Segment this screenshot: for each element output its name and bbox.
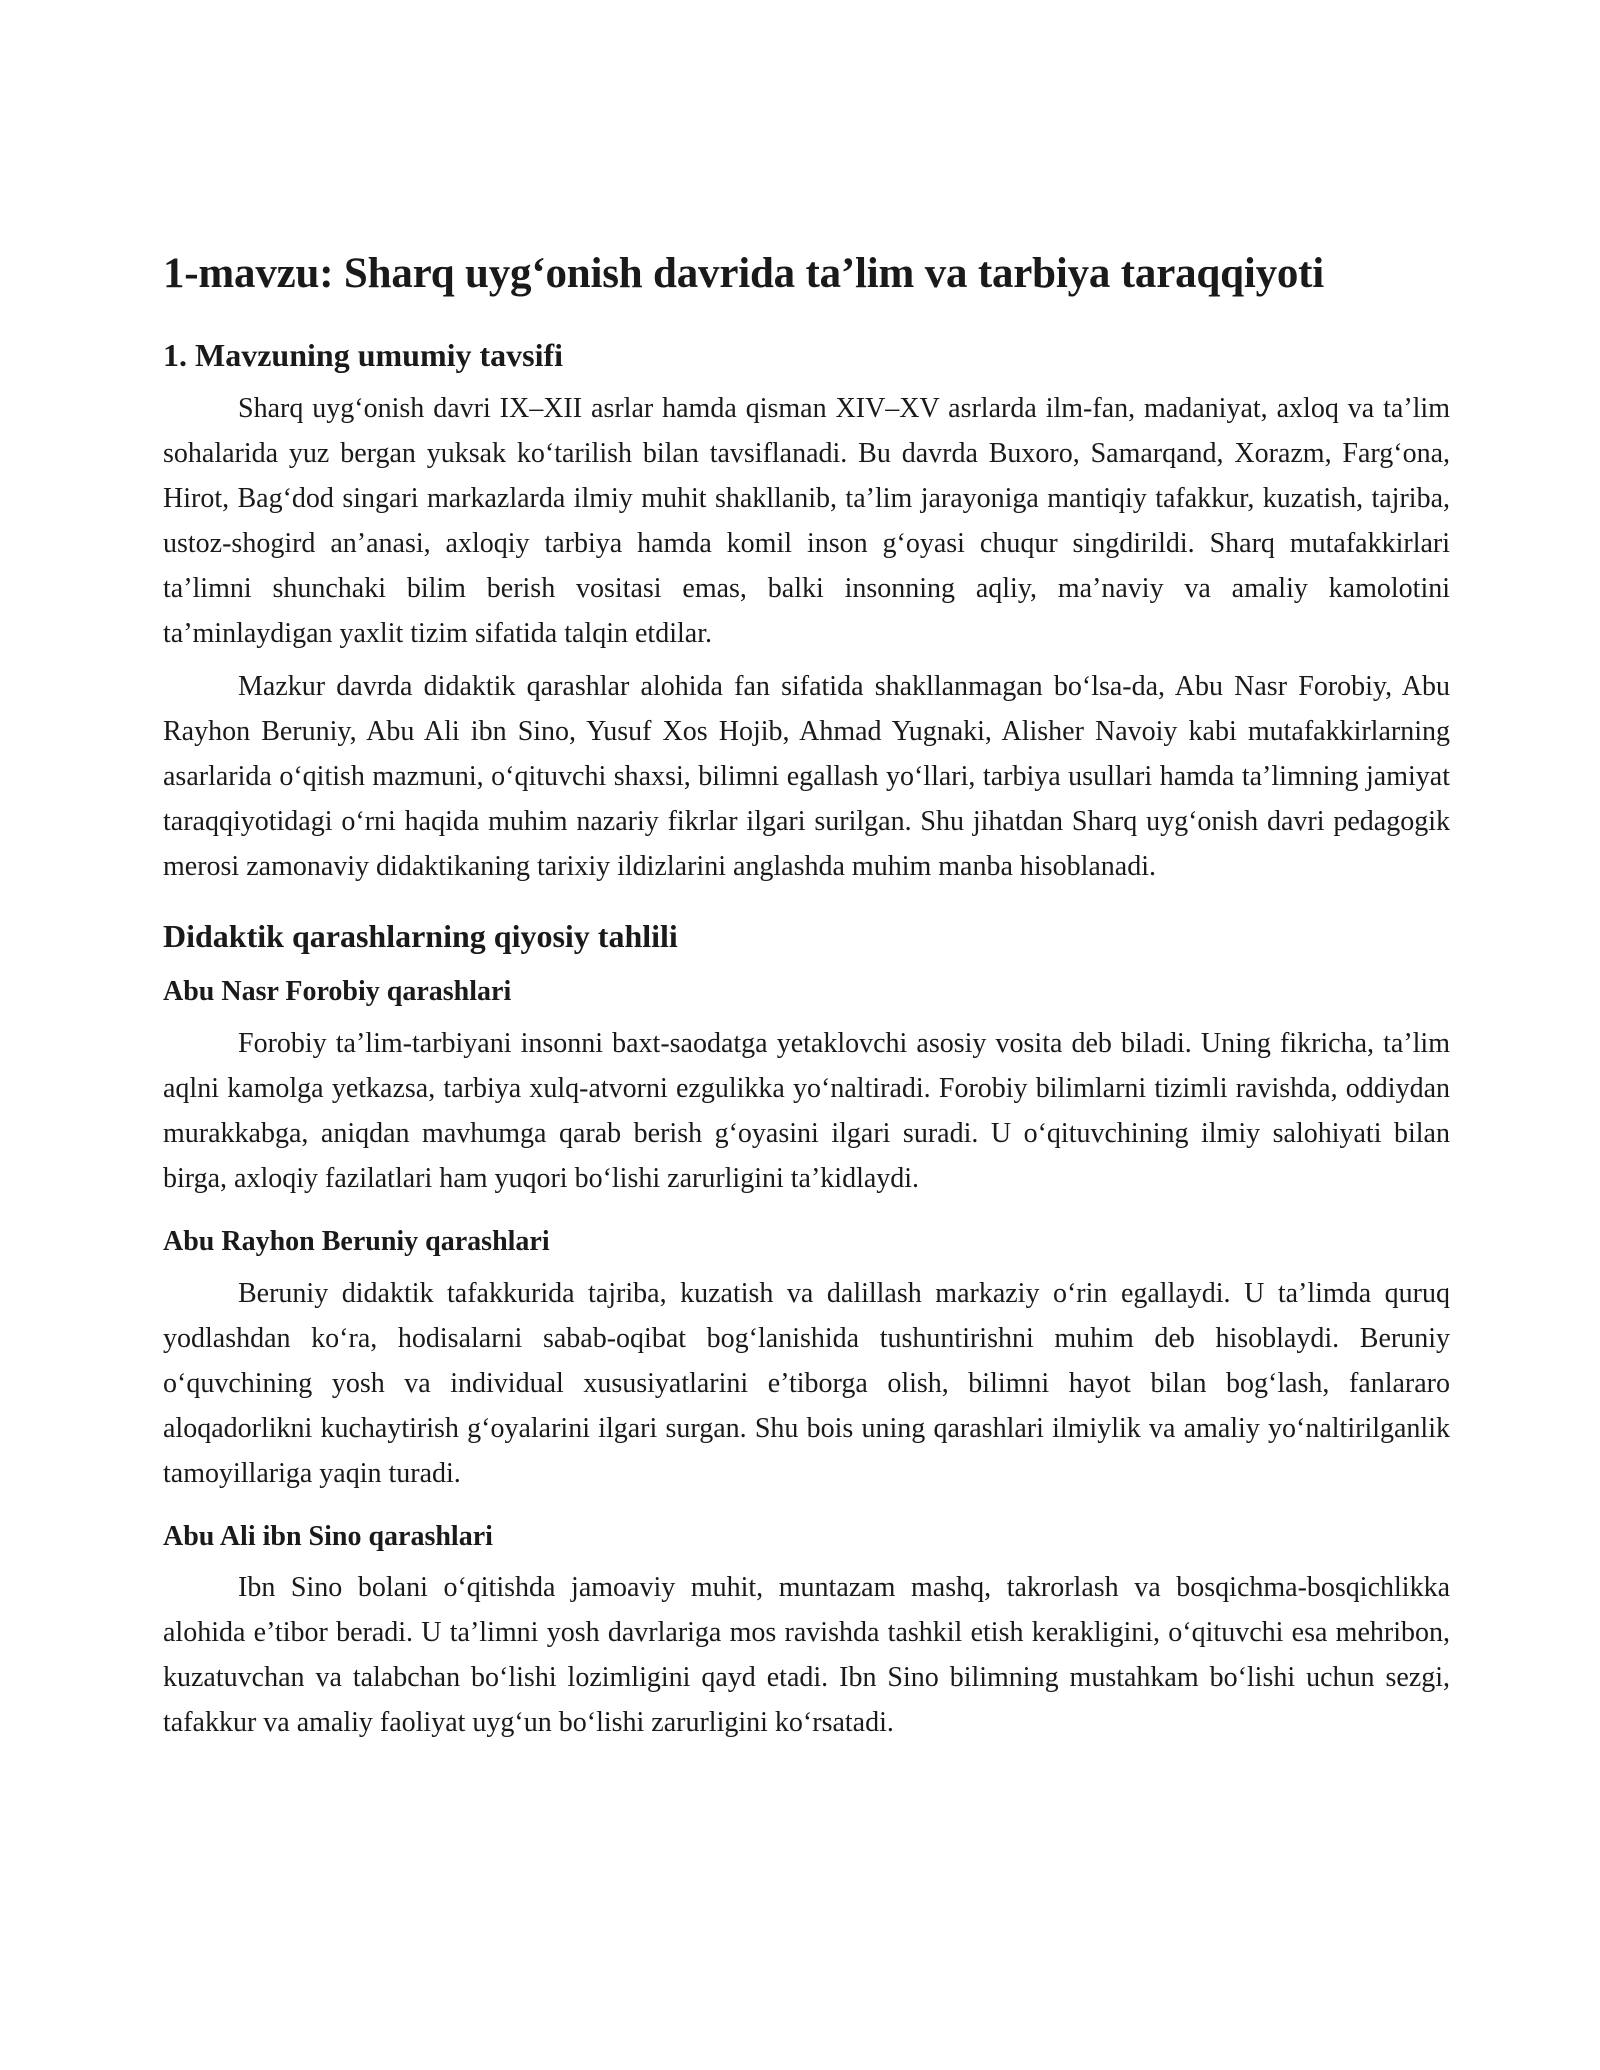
paragraph: Mazkur davrda didaktik qarashlar alohida fan sifatida shakllanmagan bo‘lsa-da, Abu Nasr Forobiy, Abu Rayhon Beruniy, Abu Ali ibn Sino, Yusuf Xos Hojib, Ahmad Yugnaki, Alisher Navoiy kabi mutafakkirlarning asarlarida o‘qitish mazmuni, o‘qituvchi shaxsi, bilimni egallash yo‘llari, tarbiya usullari hamda ta’limning jamiyat taraqqiyotidagi o‘rni haqida muhim nazariy fikrlar ilgari surilgan. Shu jihatdan Sharq uyg‘onish davri pedagogik merosi zamonaviy didaktikaning tarixiy ildizlarini anglashda muhim manba hisoblanadi.: [163, 670, 1450, 882]
subsection-heading-ibn-sino: Abu Ali ibn Sino qarashlari: [163, 1520, 493, 1552]
section-heading-overview: 1. Mavzuning umumiy tavsifi: [163, 336, 564, 373]
subsection-heading-forobiy: Abu Nasr Forobiy qarashlari: [163, 976, 512, 1008]
paragraph: Ibn Sino bolani o‘qitishda jamoaviy muhit, muntazam mashq, takrorlash va bosqichma-bosqichlikka alohida e’tibor beradi. U ta’limni yosh davrlariga mos ravishda tashkil etish kerakligini, o‘qituvchi esa mehribon, kuzatuvchan va talabchan bo‘lishi lozimligini qayd etadi. Ibn Sino bilimning mustahkam bo‘lishi uchun sezgi, tafakkur va amaliy faoliyat uyg‘un bo‘lishi zarurligini ko‘rsatadi.: [163, 1572, 1450, 1739]
paragraph: Beruniy didaktik tafakkurida tajriba, kuzatish va dalillash markaziy o‘rin egallaydi. U ta’limda quruq yodlashdan ko‘ra, hodisalarni sabab-oqibat bog‘lanishida tushuntirishni muhim deb hisoblaydi. Beruniy o‘quvchining yosh va individual xususiyatlarini e’tiborga olish, bilimni hayot bilan bog‘lash, fanlararo aloqadorlikni kuchaytirish g‘oyalarini ilgari surgan. Shu bois uning qarashlari ilmiylik va amaliy yo‘naltirilganlik tamoyillariga yaqin turadi.: [163, 1277, 1450, 1489]
paragraph: Forobiy ta’lim-tarbiyani insonni baxt-saodatga yetaklovchi asosiy vosita deb biladi. Uning fikricha, ta’lim aqlni kamolga yetkazsa, tarbiya xulq-atvorni ezgulikka yo‘naltiradi. Forobiy bilimlarni tizimli ravishda, oddiydan murakkabga, aniqdan mavhumga qarab berish g‘oyasini ilgari suradi. U o‘qituvchining ilmiy salohiyati bilan birga, axloqiy fazilatlari ham yuqori bo‘lishi zarurligini ta’kidlaydi.: [163, 1027, 1450, 1194]
subsection-heading-beruniy: Abu Rayhon Beruniy qarashlari: [163, 1225, 550, 1257]
section-heading-comparative-analysis: Didaktik qarashlarning qiyosiy tahlili: [163, 917, 678, 954]
paragraph: Sharq uyg‘onish davri IX–XII asrlar hamda qisman XIV–XV asrlarda ilm-fan, madaniyat, axloq va ta’lim sohalarida yuz bergan yuksak ko‘tarilish bilan tavsiflanadi. Bu davrda Buxoro, Samarqand, Xorazm, Farg‘ona, Hirot, Bag‘dod singari markazlarda ilmiy muhit shakllanib, ta’lim jarayoniga mantiqiy tafakkur, kuzatish, tajriba, ustoz-shogird an’anasi, axloqiy tarbiya hamda komil inson g‘oyasi chuqur singdirildi. Sharq mutafakkirlari ta’limni shunchaki bilim berish vositasi emas, balki insonning aqliy, ma’naviy va amaliy kamolotini ta’minlaydigan yaxlit tizim sifatida talqin etdilar.: [163, 392, 1450, 649]
document-page: [163, 248, 1450, 1753]
document-title: 1-mavzu: Sharq uyg‘onish davrida ta’lim va tarbiya taraqqiyoti: [163, 250, 1325, 297]
